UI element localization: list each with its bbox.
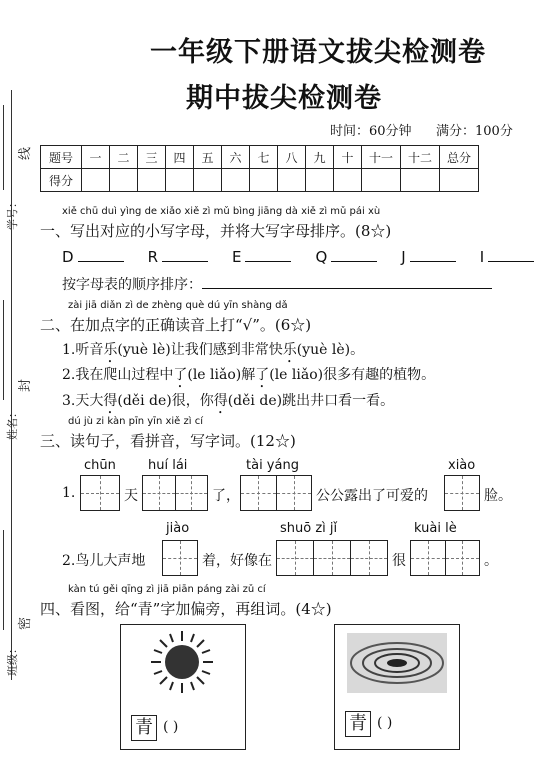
- q3-s1-b: 了，: [212, 488, 240, 504]
- table-cell: 题号: [41, 146, 82, 169]
- letter-blank[interactable]: [331, 261, 377, 262]
- table-cell: 得分: [41, 169, 82, 192]
- letter-j: J: [401, 248, 406, 266]
- pinyin-taiyang: tài yáng: [246, 458, 299, 473]
- exam-subtitle: 期中拔尖检测卷: [186, 83, 382, 114]
- score-cell[interactable]: [334, 169, 362, 192]
- letter-blank[interactable]: [410, 261, 456, 262]
- tianzige-box[interactable]: [142, 475, 208, 511]
- score-table: [40, 145, 479, 192]
- pinyin-huilai: huí lái: [148, 458, 188, 473]
- q3-s1-num: 1.: [62, 485, 76, 501]
- word-paren[interactable]: ( ): [163, 719, 179, 735]
- q4-title: 四、看图，给“青”字加偏旁，再组词。(4☆): [40, 600, 332, 618]
- table-cell: 十: [334, 146, 362, 169]
- q2-l3-choice1[interactable]: (děi de)很，你: [117, 393, 214, 409]
- picture-frame-water: [334, 624, 460, 750]
- q3-title: 三、读句子，看拼音，写字词。(12☆): [40, 432, 296, 450]
- name-blank: [3, 300, 4, 400]
- table-cell: 六: [222, 146, 250, 169]
- binding-strip: [0, 0, 33, 764]
- q2-l1-text: 1.听音: [62, 342, 104, 358]
- q2-l2-choice1[interactable]: (le liǎo)解: [187, 367, 256, 383]
- student-id-blank: [3, 105, 4, 190]
- q2-line2: [62, 364, 435, 391]
- letter-blank[interactable]: [162, 261, 208, 262]
- dotted-char: 了: [255, 367, 270, 383]
- q3-pinyin: dú jù zi kàn pīn yīn xiě zì cí: [68, 416, 203, 427]
- score-cell[interactable]: [362, 169, 401, 192]
- q3-s1-d: 脸。: [484, 488, 512, 504]
- tianzige-box[interactable]: [162, 540, 198, 576]
- pinyin-shuoziji: shuō zì jǐ: [280, 521, 338, 536]
- dotted-char: 乐: [282, 342, 297, 358]
- letter-i: I: [479, 248, 485, 266]
- sun-icon: [147, 627, 217, 697]
- table-cell: 一: [82, 146, 110, 169]
- letter-blank[interactable]: [488, 261, 534, 262]
- dotted-char: 乐: [103, 342, 118, 358]
- exam-title: 一年级下册语文拔尖检测卷: [150, 37, 486, 68]
- time-info: 时间：60分钟: [330, 124, 412, 139]
- q1-title: 一、写出对应的小写字母，并将大写字母排序。(8☆): [40, 222, 392, 240]
- dotted-char: 得: [103, 393, 118, 409]
- score-cell[interactable]: [222, 169, 250, 192]
- q2-l3-choice2[interactable]: (děi de)跳出井口看一看。: [227, 393, 395, 409]
- pinyin-xiao: xiào: [448, 458, 476, 473]
- mi-mark: 密: [18, 616, 33, 630]
- tianzige-box[interactable]: [240, 475, 312, 511]
- picture-frame-sun: [120, 624, 246, 750]
- score-cell[interactable]: [110, 169, 138, 192]
- qing-char-box[interactable]: 青: [345, 711, 371, 737]
- table-cell: 七: [250, 146, 278, 169]
- q2-l1-choice1[interactable]: (yuè lè)让我们感到非常快: [117, 342, 283, 358]
- q2-l3-text: 3.天大: [62, 393, 104, 409]
- sort-blank[interactable]: [202, 288, 492, 289]
- tianzige-box[interactable]: [276, 540, 388, 576]
- score-cell[interactable]: [401, 169, 440, 192]
- tianzige-box[interactable]: [444, 475, 480, 511]
- tianzige-box[interactable]: [410, 540, 480, 576]
- score-cell[interactable]: [440, 169, 479, 192]
- qing-char-box[interactable]: 青: [131, 715, 157, 741]
- q2-pinyin: zài jiā diǎn zì de zhèng què dú yīn shàng dǎ: [68, 300, 288, 311]
- table-cell: 四: [166, 146, 194, 169]
- full-score-info: 满分：100分: [436, 124, 513, 139]
- q2-line3: [62, 390, 394, 417]
- name-label: 姓名：: [6, 407, 19, 440]
- q2-l1-choice2[interactable]: (yuè lè)。: [296, 342, 365, 358]
- score-cell[interactable]: [138, 169, 166, 192]
- class-label: 班级：: [6, 643, 19, 676]
- table-cell: 十二: [401, 146, 440, 169]
- table-cell: 九: [306, 146, 334, 169]
- pinyin-kuaile: kuài lè: [414, 521, 457, 536]
- q1-pinyin: xiě chū duì yìng de xiǎo xiě zì mǔ bìng jiāng dà xiě zì mǔ pái xù: [62, 206, 381, 217]
- table-cell: 总分: [440, 146, 479, 169]
- letter-q: Q: [315, 248, 328, 266]
- q3-s1-c: 公公露出了可爱的: [316, 488, 428, 504]
- q3-s2-a: 2.鸟儿大声地: [62, 553, 146, 569]
- q2-title: 二、在加点字的正确读音上打“√”。(6☆): [40, 316, 312, 334]
- q1-sort-label: 按字母表的顺序排序：: [62, 277, 202, 293]
- xian-mark: 线: [18, 146, 33, 160]
- letter-blank[interactable]: [245, 261, 291, 262]
- table-cell: 十一: [362, 146, 401, 169]
- q3-s2-b: 着，好像在: [202, 553, 272, 569]
- q3-s1-a: 天: [124, 488, 138, 504]
- q1-sort-line: [62, 274, 492, 294]
- q3-s2-d: 。: [484, 553, 498, 569]
- word-paren[interactable]: ( ): [377, 715, 393, 731]
- table-cell: 八: [278, 146, 306, 169]
- binding-line: [11, 90, 12, 680]
- letter-r: R: [147, 248, 158, 266]
- score-cell[interactable]: [250, 169, 278, 192]
- letter-d: D: [62, 248, 74, 266]
- letter-blank[interactable]: [78, 261, 124, 262]
- class-blank: [3, 530, 4, 630]
- dotted-char: 得: [213, 393, 228, 409]
- score-header-row: [41, 146, 479, 169]
- score-cell[interactable]: [306, 169, 334, 192]
- table-cell: 五: [194, 146, 222, 169]
- student-id-label: 学号：: [6, 197, 19, 230]
- feng-mark: 封: [18, 378, 33, 392]
- dotted-char: 了: [173, 367, 188, 383]
- q2-line1: [62, 339, 364, 366]
- table-cell: 二: [110, 146, 138, 169]
- score-cell[interactable]: [194, 169, 222, 192]
- score-cell[interactable]: [278, 169, 306, 192]
- water-ripple-icon: [347, 633, 447, 693]
- score-value-row: [41, 169, 479, 192]
- q2-l2-choice2[interactable]: (le liǎo)很多有趣的植物。: [269, 367, 436, 383]
- tianzige-box[interactable]: [80, 475, 120, 511]
- q3-s2-c: 很: [392, 553, 406, 569]
- pinyin-jiao: jiào: [166, 521, 190, 536]
- q2-l2-text: 2.我在爬山过程中: [62, 367, 174, 383]
- letter-e: E: [232, 248, 242, 266]
- q1-letters: [62, 248, 534, 266]
- table-cell: 三: [138, 146, 166, 169]
- pinyin-chun: chūn: [84, 458, 116, 473]
- score-cell[interactable]: [82, 169, 110, 192]
- score-cell[interactable]: [166, 169, 194, 192]
- q4-pinyin: kàn tú gěi qīng zì jiā piān páng zài zǔ cí: [68, 584, 266, 595]
